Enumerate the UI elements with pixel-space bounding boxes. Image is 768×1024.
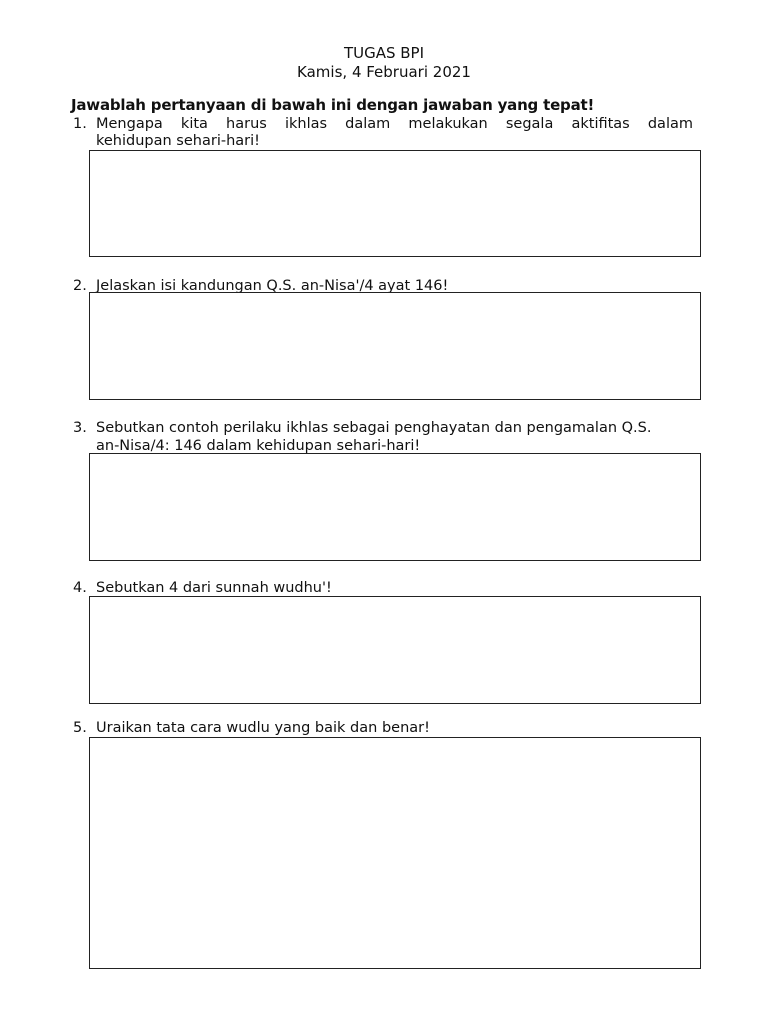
question-number: 4. bbox=[73, 580, 87, 596]
question-text: Sebutkan contoh perilaku ikhlas sebagai penghayatan dan pengamalan Q.S. bbox=[96, 420, 652, 436]
question-text: Sebutkan 4 dari sunnah wudhu'! bbox=[96, 580, 332, 596]
question-number: 2. bbox=[73, 278, 87, 294]
answer-box-1[interactable] bbox=[89, 150, 701, 257]
instruction: Jawablah pertanyaan di bawah ini dengan jawaban yang tepat! bbox=[71, 96, 595, 114]
answer-box-2[interactable] bbox=[89, 292, 701, 400]
question-text: Uraikan tata cara wudlu yang baik dan benar! bbox=[96, 720, 430, 736]
question-text: kehidupan sehari-hari! bbox=[96, 133, 260, 149]
question-text: Jelaskan isi kandungan Q.S. an-Nisa'/4 ayat 146! bbox=[96, 278, 449, 294]
question-number: 5. bbox=[73, 720, 87, 736]
question-number: 3. bbox=[73, 420, 87, 436]
question-text: an-Nisa/4: 146 dalam kehidupan sehari-hari! bbox=[96, 438, 421, 454]
answer-box-3[interactable] bbox=[89, 453, 701, 561]
question-number: 1. bbox=[73, 116, 87, 132]
question-text: Mengapa kita harus ikhlas dalam melakukan segala aktifitas dalam bbox=[96, 116, 693, 132]
answer-box-4[interactable] bbox=[89, 596, 701, 704]
document-title: TUGAS BPI bbox=[343, 44, 425, 62]
document-date: Kamis, 4 Februari 2021 bbox=[297, 63, 471, 81]
answer-box-5[interactable] bbox=[89, 737, 701, 969]
